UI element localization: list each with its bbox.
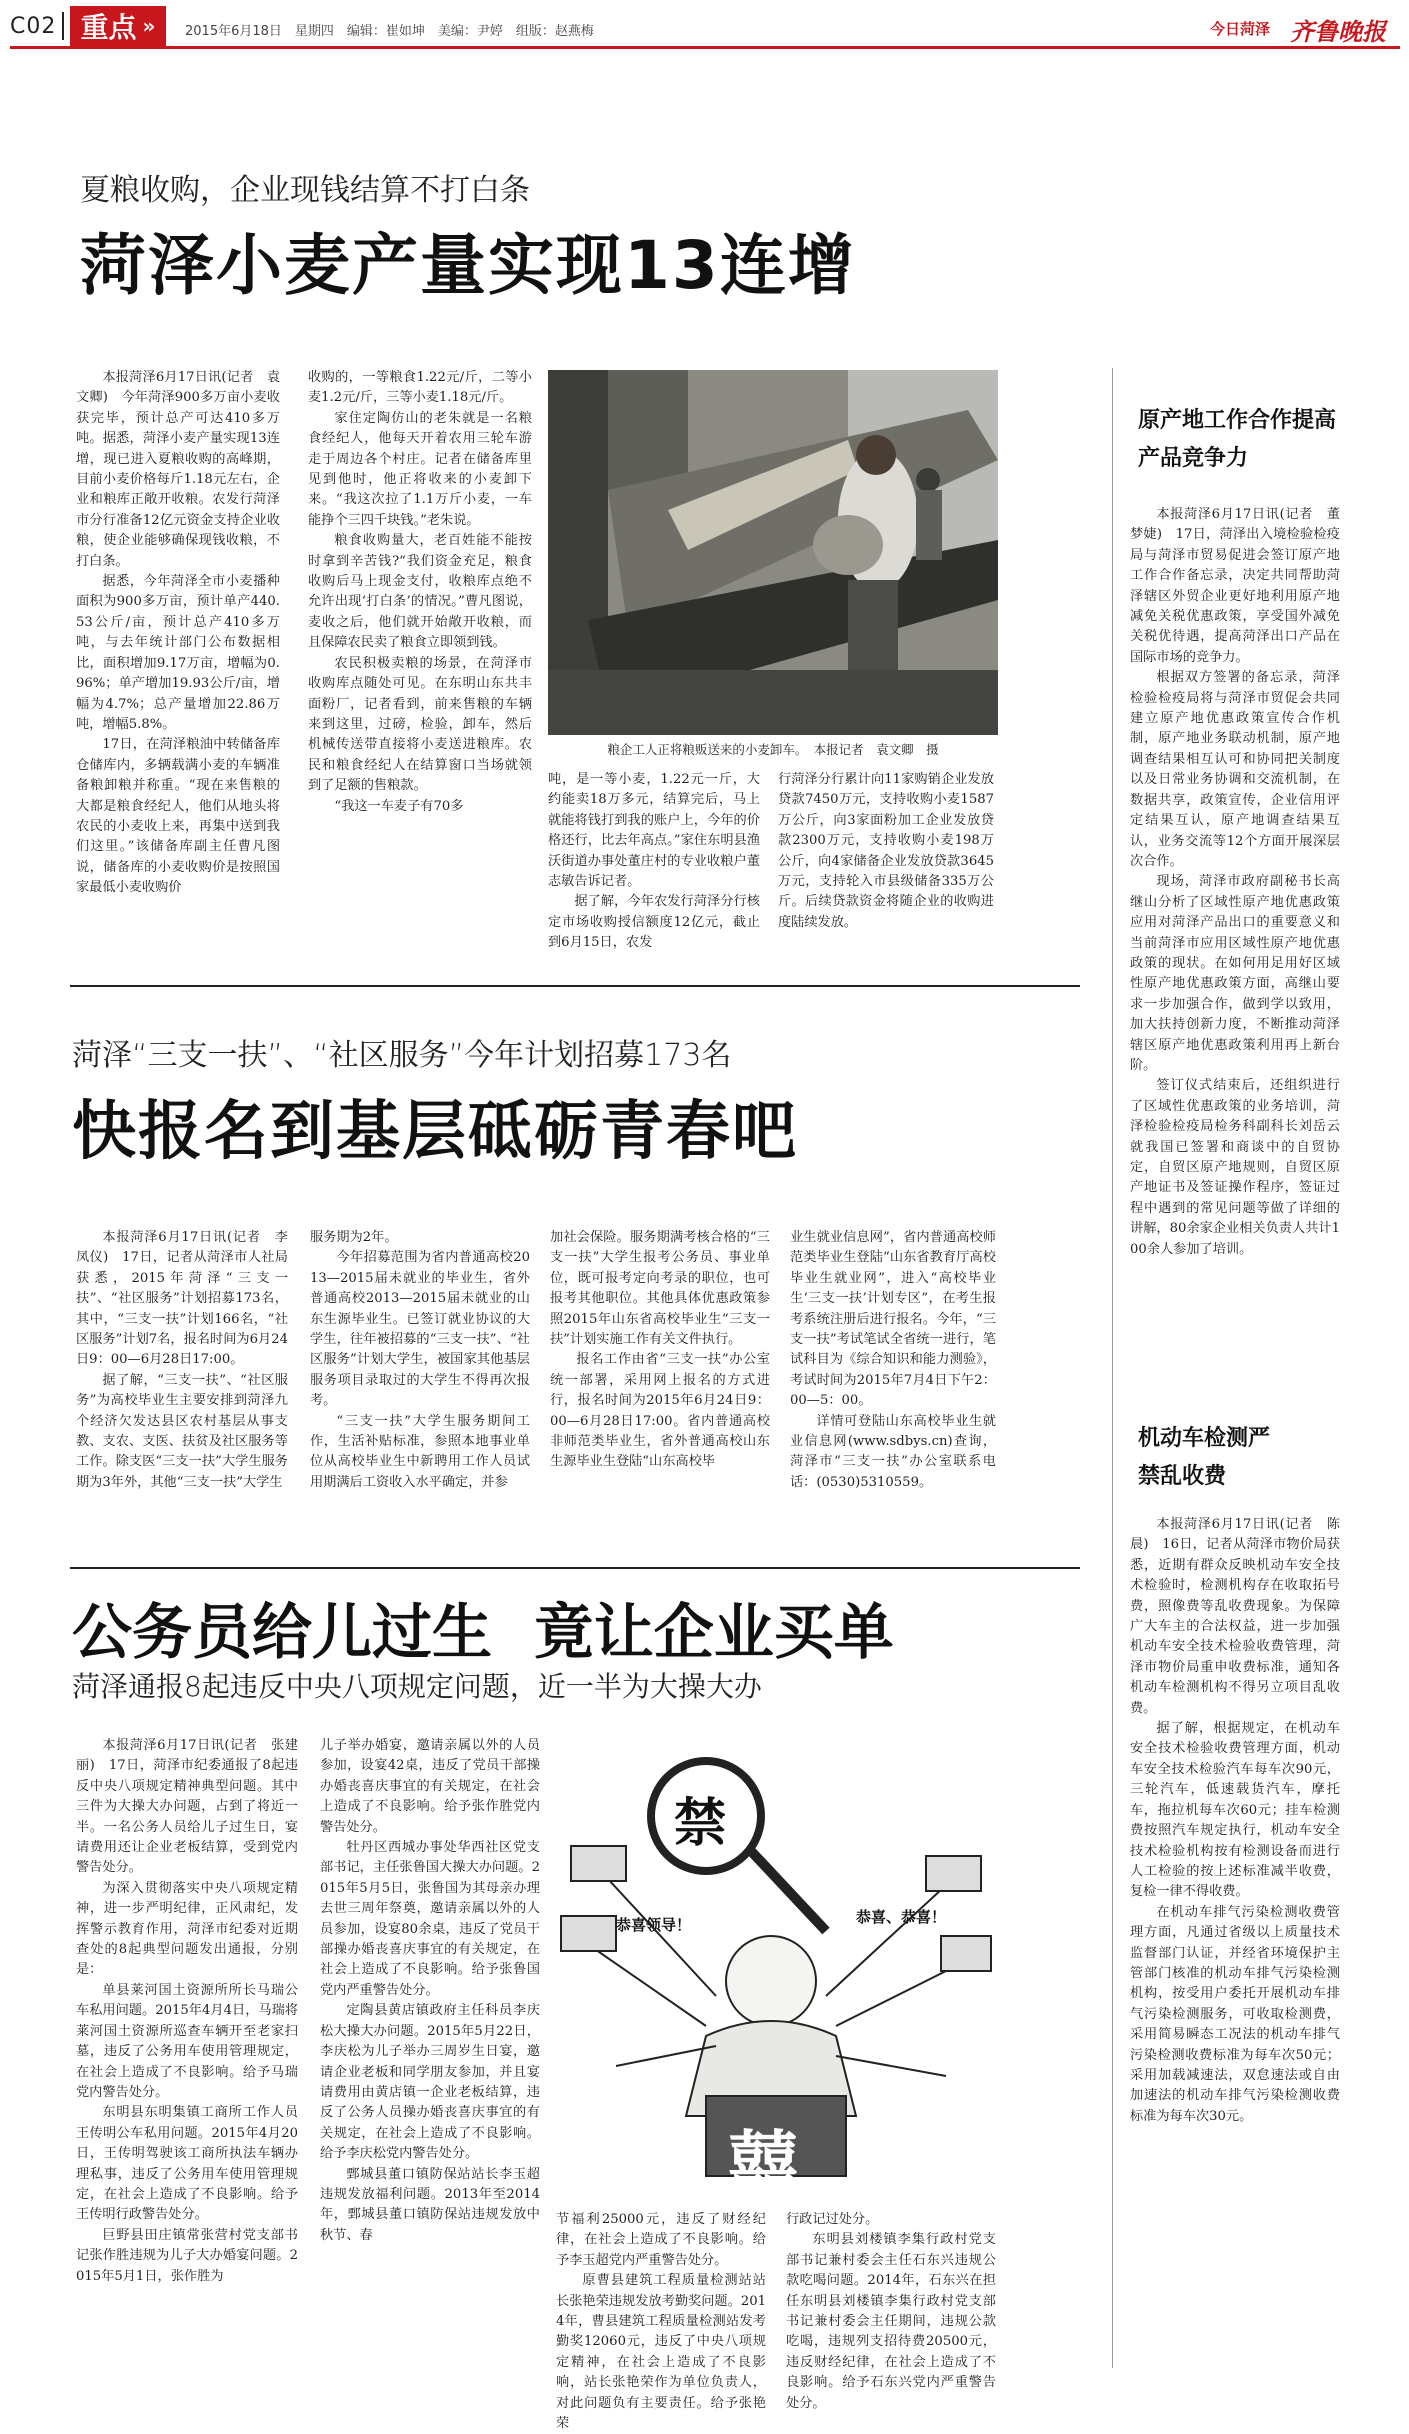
- article2-para: 今年招募范围为省内普通高校2013—2015届未就业的毕业生，省外普通高校2013—2015届未就业的山东生源毕业生。已签订就业协议的大学生，往年被招募的“三支一扶”、“社区服务”计划大学生，被国家其他基层服务项目录取过的大学生不得再次报考。: [310, 1250, 530, 1409]
- cartoon-right-bubble: 恭喜、恭喜！: [856, 1908, 947, 1926]
- sidebar-para: 根据双方签署的备忘录，菏泽检验检疫局将与菏泽市贸促会共同建立原产地优惠政策宣传合作机制，原产地业务联动机制，原产地调查结果相互认可和协同把关制度以及日常业务协调和交流机制，在数据共享，政策宣传，企业信用评定结果互认，原产地调查结果互认，业务交流等12个方面开展深层次合作。: [1130, 670, 1340, 869]
- article3-cartoon: [556, 1736, 996, 2205]
- date-line: 2015年6月18日 星期四 编辑：崔如坤 美编：尹婷 组版：赵燕梅: [185, 24, 594, 39]
- sidebar-divider: [1112, 368, 1113, 2368]
- article2-col3: [550, 1228, 770, 1558]
- article2-col4: [790, 1228, 996, 1558]
- article3-para: 东明县刘楼镇李集行政村党支部书记兼村委会主任石东兴违规公款吃喝问题。2014年，石东兴在担任东明县刘楼镇李集行政村党支部书记兼村委会主任期间，违规公款吃喝，违规列支招待费20500元，违反财经纪律，在社会上造成了不良影响。给予石东兴党内严重警告处分。: [786, 2232, 996, 2411]
- article1-para: 收购的，一等粮食1.22元/斤，二等小麦1.2元/斤，三等小麦1.18元/斤。: [308, 370, 532, 406]
- cartoon-left-bubble: 恭喜领导！: [616, 1916, 692, 1934]
- article3-para: 鄄城县董口镇防保站站长李玉超违规发放福利问题。2013年至2014年，鄄城县董口镇防保站违规发放中秋节、春: [320, 2166, 540, 2243]
- sidebar-para: 本报菏泽6月17日讯(记者 陈晨) 16日，记者从菏泽市物价局获悉，近期有群众反映机动车安全技术检验时，检测机构存在收取拓号费，照像费等乱收费现象。为保障广大车主的合法权益，进一步加强机动车安全技术检验收费管理，菏泽市物价局重申收费标准，通知各机动车检测机构不得另立项目乱收费。: [1130, 1517, 1340, 1716]
- article3-para: 牡丹区西城办事处华西社区党支部书记，主任张鲁国大操大办问题。2015年5月5日，张鲁国为其母亲办理去世三周年祭奠，邀请亲属以外的人员参加，设宴80余桌，违反了党员干部操办婚丧喜庆事宜的有关规定，在社会上造成了不良影响。给予张鲁国党内严重警告处分。: [320, 1840, 540, 1998]
- article2-bottom-rule: [70, 1567, 1080, 1569]
- article3-para: 定陶县黄店镇政府主任科员李庆松大操大办问题。2015年5月22日，李庆松为儿子举办三周岁生日宴，邀请企业老板和同学朋友参加，并且宴请费用由黄店镇一企业老板结算，违反了公务人员操办婚丧喜庆事宜的有关规定，在社会上造成了不良影响。给予李庆松党内警告处分。: [320, 2003, 540, 2162]
- article3-title: 公务员给儿过生 竟让企业买单: [72, 1598, 894, 1668]
- article1-bottom-rule: [70, 985, 1080, 987]
- double-chevron-icon: »: [142, 14, 156, 38]
- article1-photo-caption: 粮企工人正将粮贩送来的小麦卸车。 本报记者 袁文卿 摄: [607, 742, 939, 757]
- article1-para: 粮食收购量大，老百姓能不能按时拿到辛苦钱?“我们资金充足，粮食收购后马上现金支付，收粮库点绝不允许出现‘打白条’的情况。”曹凡图说，麦收之后，他们就开始敞开收粮，而且保障农民卖了粮食立即领到钱。: [308, 533, 532, 651]
- article3-para: 儿子举办婚宴，邀请亲属以外的人员参加，设宴42桌，违反了党员干部操办婚丧喜庆事宜的有关规定，在社会上造成了不良影响。给予张作胜党内警告处分。: [320, 1738, 540, 1835]
- page-number: C02: [10, 14, 57, 39]
- article3-col2: [320, 1736, 540, 2376]
- grain-unloading-photo: [548, 370, 998, 735]
- article3-para: 巨野县田庄镇常张营村党支部书记张作胜违规为儿子大办婚宴问题。2015年5月1日，张作胜为: [76, 2227, 298, 2284]
- article2-para: 据了解，“三支一扶”、“社区服务”为高校毕业生主要安排到菏泽九个经济欠发达县区农村基层从事支教、支农、支医、扶贫及社区服务等工作。除支医“三支一扶”大学生服务期为3年外，其他“三支一扶”大学生: [76, 1372, 288, 1490]
- article2-para: 本报菏泽6月17日讯(记者 李凤仪) 17日，记者从菏泽市人社局获悉，2015年菏泽“三支一扶”、“社区服务”计划招募173名，其中，“三支一扶”计划166名，“社区服务”计划7名，报名时间为6月24日9：00—6月28日17:00。: [76, 1230, 288, 1368]
- sidebar-story2-body: [1130, 1515, 1340, 2375]
- article1-para: “我这一车麦子有70多: [334, 798, 464, 814]
- header-rule-thick: [10, 46, 1400, 49]
- article2-para: 详情可登陆山东高校毕业生就业信息网(www.sdbys.cn)查询，菏泽市“三支一扶”办公室联系电话：(0530)5310559。: [790, 1413, 996, 1490]
- article2-para: “三支一扶”大学生服务期间工作，生活补贴标准，参照本地事业单位从高校毕业生中新聘用工作人员试用期满后工资收入水平确定，并参: [310, 1413, 530, 1490]
- article1-para: 家住定陶仿山的老朱就是一名粮食经纪人，他每天开着农用三轮车游走于周边各个村庄。记者在储备库里见到他时，他正将收来的小麦卸下来。“我这次拉了1.1万斤小麦，一车能挣个三四千块钱。”老朱说。: [308, 410, 532, 528]
- article3-para: 节福利25000元，违反了财经纪律，在社会上造成了不良影响。给予李玉超党内严重警告处分。: [556, 2212, 766, 2268]
- article1-subtitle: 夏粮收购，企业现钱结算不打白条: [80, 173, 530, 208]
- article3-para: 原曹县建筑工程质量检测站站长张艳荣违规发放考勤奖问题。2014年，曹县建筑工程质量检测站发考勤奖12060元，违反了中央八项规定精神，在社会上造成了不良影响，站长张艳荣作为单位负责人，对此问题负有主要责任。给予张艳荣: [556, 2273, 766, 2432]
- sidebar-story1-body: [1130, 505, 1340, 1405]
- sidebar-story1-title: 原产地工作合作提高产品竞争力: [1138, 408, 1337, 471]
- article2-para: 业生就业信息网”，省内普通高校师范类毕业生登陆“山东省教育厅高校毕业生就业网”，进入“高校毕业生‘三支一扶’计划专区”，在考生报考系统注册后进行报名。今年，“三支一扶”考试笔试全省统一进行，笔试科目为《综合知识和能力测验》，考试时间为2015年7月4日下午2：00—5：00。: [790, 1230, 996, 1409]
- article2-para: 报名工作由省“三支一扶”办公室统一部署，采用网上报名的方式进行，报名时间为2015年6月24日9：00—6月28日17:00。省内普通高校非师范类毕业生，省外普通高校山东生源毕业生登陆“山东高校毕: [550, 1352, 770, 1470]
- sidebar-para: 本报菏泽6月17日讯(记者 董梦婕) 17日，菏泽出入境检验检疫局与菏泽市贸易促进会签订原产地工作合作备忘录，决定共同帮助菏泽辖区外贸企业更好地利用原产地减免关税优惠政策，享受国外减免关税优待遇，提高菏泽出口产品在国际市场的竞争力。: [1130, 507, 1340, 665]
- sidebar-story2-title: 机动车检测严禁乱收费: [1138, 1426, 1271, 1489]
- article3-col4: [786, 2210, 996, 2411]
- article2-para: 加社会保险。服务期满考核合格的“三支一扶”大学生报考公务员、事业单位，既可报考定向考录的职位，也可报考其他职位。其他具体优惠政策参照2015年山东省高校毕业生“三支一扶”计划实施工作有关文件执行。: [550, 1230, 770, 1348]
- article1-para: 据悉，今年菏泽全市小麦播种面积为900多万亩，预计单产440.53公斤/亩，预计总产410多万吨，与去年统计部门公布数据相比，面积增加9.17万亩，增幅为0.96%；单产增加19.93公斤/亩，增幅为4.7%；总产量增加22.86万吨，增幅5.8%。: [76, 574, 280, 732]
- article2-title: 快报名到基层砥砺青春吧: [72, 1095, 798, 1169]
- article2-col2: [310, 1228, 530, 1558]
- sidebar-para: 签订仪式结束后，还组织进行了区域性优惠政策的业务培训，菏泽检验检疫局检务科副科长刘岳云就我国已签署和商谈中的自贸协定，自贸区原产地规则，自贸区原产地证书及签证操作程序，签证过程中遇到的常见问题等做了详细的讲解，80余家企业相关负责人共计100余人参加了培训。: [1130, 1078, 1340, 1257]
- sidebar-para: 在机动车排气污染检测收费管理方面，凡通过省级以上质量技术监督部门认证，并经省环境保护主管部门核准的机动车排气污染检测机构，按受用户委托开展机动车排气污染检测服务，可收取检测费，采用简易瞬态工况法的机动车排气污染检测收费标准为每车次50元；采用加载减速法，双怠速法或自由加速法的机动车排气污染检测收费标准为每车次30元。: [1130, 1904, 1340, 2124]
- article2-col1: [76, 1228, 288, 1558]
- article3-col3: [556, 2210, 766, 2432]
- cartoon-banner: 囍: [728, 2123, 798, 2205]
- article3-para: 东明县东明集镇工商所工作人员王传明公车私用问题。2015年4月20日，王传明驾驶该工商所执法车辆办理私事，违反了公务用车使用管理规定，在社会上造成了不良影响。给予王传明行政警告处分。: [76, 2105, 298, 2223]
- article1-para: 据了解，今年农发行菏泽分行核定市场收购授信额度12亿元，截止到6月15日，农发: [548, 894, 760, 951]
- article1-para: 行菏泽分行累计向11家购销企业发放贷款7450万元，支持收购小麦1587万公斤，向3家面粉加工企业发放贷款2300万元，支持收购小麦198万公斤，向4家储备企业发放贷款3645万元，支持轮入市县级储备335万公斤。后续贷款资金将随企业的收购进度陆续发放。: [778, 772, 994, 930]
- cartoon-stamp-text: 禁: [674, 1794, 727, 1854]
- article3-para: 本报菏泽6月17日讯(记者 张建丽) 17日，菏泽市纪委通报了8起违反中央八项规定精神典型问题。其中三件为大操大办问题，占到了将近一半。一名公务人员给儿子过生日，宴请费用还让企业老板结算，受到党内警告处分。: [76, 1738, 298, 1876]
- article3-col1: [76, 1736, 298, 2376]
- article1-col3: [548, 770, 760, 970]
- section-tag: [70, 6, 166, 46]
- article3-para: 行政记过处分。: [786, 2212, 879, 2227]
- brand-logo: 齐鲁晚报: [1290, 17, 1386, 46]
- sidebar-para: 据了解，根据规定，在机动车安全技术检验收费管理方面，机动车安全技术检验汽车每车次90元，三轮汽车，低速载货汽车，摩托车，拖拉机每车次60元；挂车检测费按照汽车规定执行，机动车安全技术检验机构按有检测设备而进行人工检验的按上述标准减半收费，复检一律不得收费。: [1130, 1721, 1340, 1900]
- header-divider: [62, 12, 64, 40]
- article1-para: 吨，是一等小麦，1.22元一斤，大约能卖18万多元，结算完后，马上就能将钱打到我的账户上，今年的价格还行，比去年高点。”家住东明县渔沃街道办事处董庄村的专业收粮户董志敏告诉记者。: [548, 772, 760, 890]
- article1-title: 菏泽小麦产量实现13连增: [80, 227, 856, 304]
- article3-subtitle: 菏泽通报8起违反中央八项规定问题，近一半为大操大办: [72, 1670, 762, 1703]
- article1-para: 农民积极卖粮的场景，在菏泽市收购库点随处可见。在东明山东共丰面粉厂，记者看到，前来售粮的车辆来到这里，过磅，检验，卸车，然后机械传送带直接将小麦送进粮库。农民和粮食经纪人在结算窗口当场就领到了足额的售粮款。: [308, 655, 532, 794]
- article1-col1: [76, 368, 280, 973]
- article2-para: 服务期为2年。: [310, 1230, 398, 1245]
- article1-para: 本报菏泽6月17日讯(记者 袁文卿) 今年菏泽900多万亩小麦收获完毕，预计总产可达410多万吨。据悉，菏泽小麦产量实现13连增，现已进入夏粮收购的高峰期，目前小麦价格每斤1.18元左右，企业和粮库正敞开收粮。农发行菏泽市分行准备12亿元资金支持企业收粮，使企业能够确保现钱收粮，不打白条。: [76, 370, 280, 569]
- article1-para: 17日，在菏泽粮油中转储备库仓储库内，多辆载满小麦的车辆准备粮卸粮并称重。“现在来售粮的大都是粮食经纪人，他们从地头将农民的小麦收上来，再集中送到我们这里。”该储备库副主任曹凡图说，储备库的小麦收购价是按照国家最低小麦收购价: [76, 737, 280, 896]
- edition-name: 今日菏泽: [1210, 20, 1271, 38]
- article3-para: 单县莱河国土资源所所长马瑞公车私用问题。2015年4月4日，马瑞将莱河国土资源所巡查车辆开至老家扫墓，违反了公务用车使用管理规定，在社会上造成了不良影响。给予马瑞党内警告处分。: [76, 1982, 298, 2100]
- article1-col2: [308, 368, 532, 973]
- article2-subtitle: 菏泽“三支一扶”、“社区服务”今年计划招募173名: [72, 1038, 732, 1073]
- sidebar-para: 现场，菏泽市政府副秘书长高继山分析了区域性原产地优惠政策应用对菏泽产品出口的重要意义和当前菏泽市应用区域性原产地优惠政策的现状。在如何用足用好区域性原产地优惠政策方面，高继山要求一步加强合作，做到学以致用，加大扶持创新力度，不断推动菏泽辖区原产地优惠政策利用再上新台阶。: [1130, 874, 1340, 1073]
- section-label: 重点: [80, 11, 137, 44]
- article1-photo: [548, 370, 998, 735]
- article1-col4: [778, 770, 994, 970]
- article3-para: 为深入贯彻落实中央八项规定精神，进一步严明纪律，正风肃纪，发挥警示教育作用，菏泽市纪委对近期查处的8起典型问题发出通报，分别是：: [76, 1880, 298, 1978]
